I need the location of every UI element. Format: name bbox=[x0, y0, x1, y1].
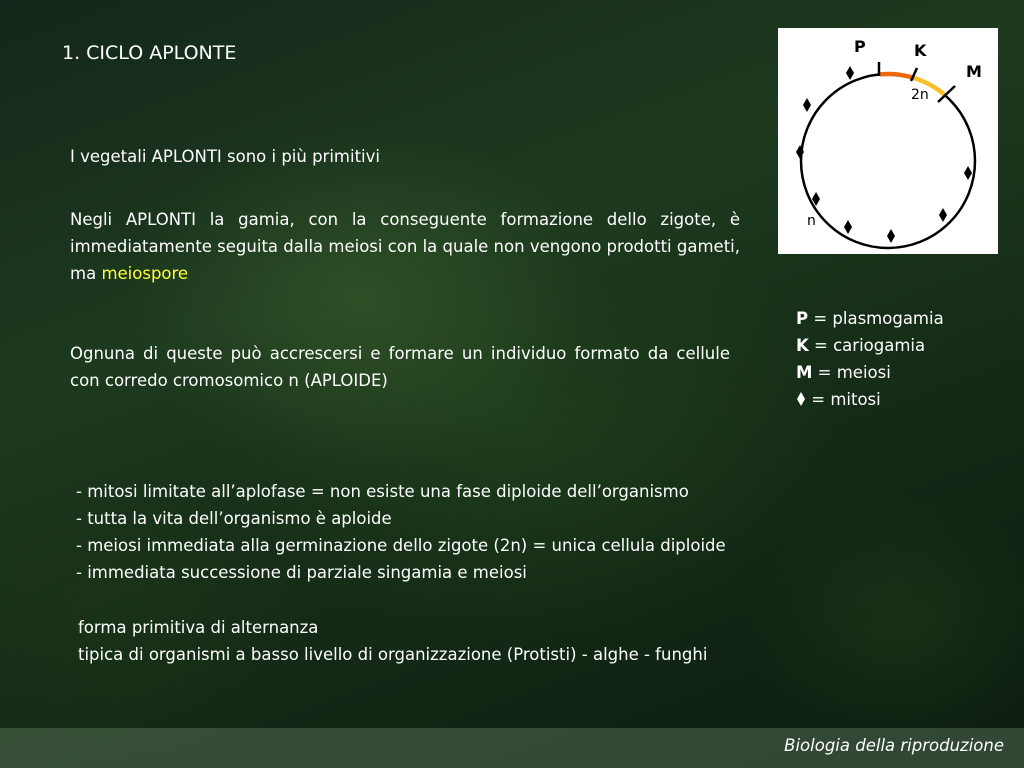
bullet-item: - immediata successione di parziale singamia e meiosi bbox=[76, 563, 527, 582]
bullet-item: - mitosi limitate all’aplofase = non esiste una fase diploide dell’organismo bbox=[76, 482, 689, 501]
cycle-svg bbox=[778, 28, 998, 254]
diploid-phase-orange bbox=[880, 74, 914, 78]
label-2n: 2n bbox=[911, 87, 929, 103]
paragraph-aplonti-text: Negli APLONTI la gamia, con la conseguente formazione dello zigote, è immediatamente seguita dalla meiosi con la quale non vengono prodotti gameti, ma bbox=[70, 210, 740, 283]
cycle-circle bbox=[801, 74, 975, 248]
legend-key-p: P bbox=[796, 309, 809, 328]
legend-value-mitosi: = mitosi bbox=[806, 390, 881, 409]
paragraph-meiospore: Ognuna di queste può accrescersi e formare un individuo formato da cellule con corredo cromosomico n (APLOIDE) bbox=[70, 344, 730, 390]
bullet-item: - tutta la vita dell’organismo è aploide bbox=[76, 509, 392, 528]
mitosis-marker bbox=[846, 66, 854, 80]
closing-text bbox=[78, 614, 707, 668]
label-p: P bbox=[854, 37, 866, 56]
legend-item-plasmogamia bbox=[796, 305, 944, 332]
label-m: M bbox=[966, 62, 982, 81]
closing-line: tipica di organismi a basso livello di organizzazione (Protisti) - alghe - funghi bbox=[78, 645, 708, 664]
footer-title: Biologia della riproduzione bbox=[784, 736, 1004, 755]
legend-value-m: = meiosi bbox=[812, 363, 891, 382]
legend-key-m: M bbox=[796, 363, 813, 382]
bullet-item: - meiosi immediata alla germinazione dello zigote (2n) = unica cellula diploide bbox=[76, 536, 726, 555]
haplontic-cycle-diagram bbox=[778, 28, 998, 254]
mitosis-marker bbox=[964, 166, 972, 180]
bullet-list bbox=[76, 478, 726, 586]
legend-key-k: K bbox=[796, 336, 809, 355]
mitosis-marker bbox=[803, 98, 811, 112]
paragraph-aplonti bbox=[70, 206, 740, 287]
legend-item-mitosi bbox=[796, 386, 944, 413]
label-n: n bbox=[807, 213, 816, 229]
legend-value-k: = cariogamia bbox=[808, 336, 926, 355]
legend-item-meiosi bbox=[796, 359, 944, 386]
legend-item-cariogamia bbox=[796, 332, 944, 359]
closing-line: forma primitiva di alternanza bbox=[78, 618, 319, 637]
mitosis-marker bbox=[844, 220, 852, 234]
label-k: K bbox=[914, 41, 927, 60]
legend-value-p: = plasmogamia bbox=[808, 309, 944, 328]
page-title: 1. CICLO APLONTE bbox=[62, 42, 237, 64]
mitosis-symbol-icon bbox=[796, 392, 806, 406]
mitosis-marker bbox=[939, 208, 947, 222]
mitosis-marker bbox=[887, 229, 895, 243]
meiospore-highlight: meiospore bbox=[101, 264, 189, 283]
footer-bar bbox=[0, 728, 1024, 768]
intro-text: I vegetali APLONTI sono i più primitivi bbox=[70, 147, 380, 166]
legend bbox=[796, 305, 944, 413]
